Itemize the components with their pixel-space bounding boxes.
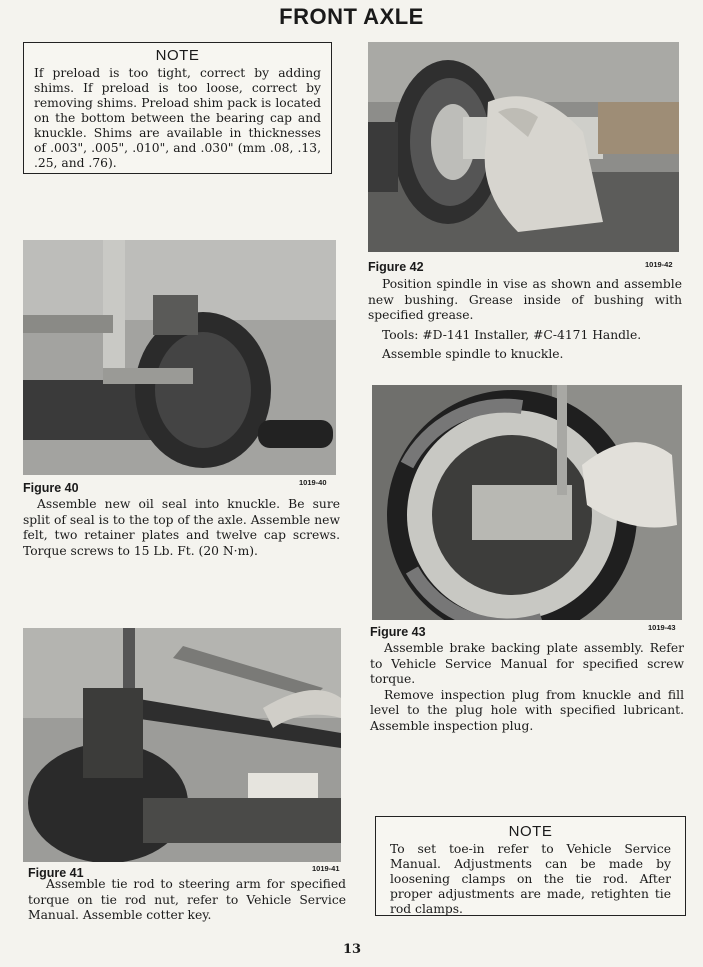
figure-40-label: Figure 40 (23, 481, 79, 495)
paragraph: Assemble tie rod to steering arm for specified torque on tie rod nut, refer to Vehicle Service Manual. Assemble cotter key. (28, 877, 346, 922)
paragraph: Tools: #D-141 Installer, #C-4171 Handle. (382, 327, 642, 342)
figure-40-photo (23, 240, 336, 475)
figure-41-text (28, 877, 346, 924)
note-heading: NOTE (508, 823, 553, 840)
note-box-toe-in (375, 816, 686, 916)
figure-42-photo (368, 42, 679, 252)
figure-40-code: 1019-40 (299, 478, 327, 487)
figure-43-photo (372, 385, 682, 620)
figure-43-label: Figure 43 (370, 625, 426, 639)
paragraph: Position spindle in vise as shown and assemble new bushing. Grease inside of bushing with specified grease. (368, 277, 682, 322)
figure-43-text (370, 641, 684, 734)
figure-42-label: Figure 42 (368, 260, 424, 274)
page-number: 13 (343, 942, 362, 957)
paragraph: Assemble spindle to knuckle. (382, 347, 564, 361)
page-title: FRONT AXLE (279, 4, 424, 29)
note-box-preload (23, 42, 332, 174)
paragraph: Remove inspection plug from knuckle and fill level to the plug hole with specified lubricant. Assemble inspection plug. (370, 687, 684, 733)
note-heading: NOTE (155, 47, 200, 64)
figure-43-code: 1019-43 (648, 623, 676, 632)
paragraph: Assemble brake backing plate assembly. Refer to Vehicle Service Manual for specified screw torque. (370, 641, 684, 686)
figure-41-photo (23, 628, 341, 862)
figure-42-text (368, 277, 682, 363)
note-text: To set toe-in refer to Vehicle Service Manual. Adjustments can be made by loosening clamps on the tie rod. After proper adjustments are made, retighten tie rod clamps. (390, 842, 671, 916)
paragraph: Assemble new oil seal into knuckle. Be sure split of seal is to the top of the axle. Assemble new felt, two retainer plates and twelve cap screws. Torque screws to 15 Lb. Ft. (20 N·m). (23, 497, 340, 558)
figure-41-label: Figure 41 (28, 866, 84, 880)
figure-40-text (23, 497, 340, 559)
figure-42-code: 1019-42 (645, 260, 673, 269)
note-text: If preload is too tight, correct by adding shims. If preload is too loose, correct by removing shims. Preload shim pack is located on the bottom between the bearing cap and knuckle. Shims are available in thicknesses of .003", .005", .010", and .030" (mm .08, .13, .25, and .76). (34, 66, 321, 170)
figure-41-code: 1019-41 (312, 864, 340, 873)
